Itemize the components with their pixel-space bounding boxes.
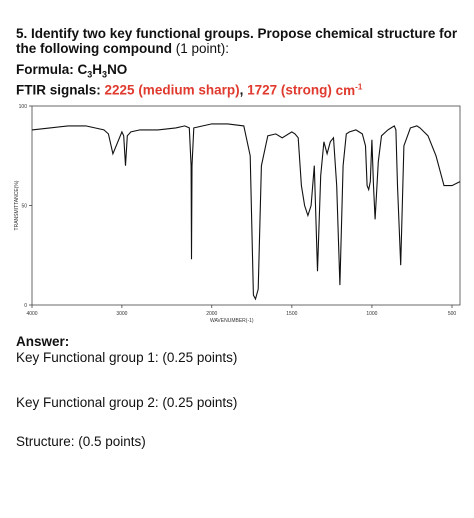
question-title-text: 5. Identify two key functional groups. Propose chemical structure for the following compound <box>16 26 458 56</box>
question-points: (1 point): <box>175 41 230 56</box>
x-tick-label: 1000 <box>366 311 378 317</box>
functional-group-2: Key Functional group 2: (0.25 points) <box>16 395 238 410</box>
x-tick-label: 1500 <box>286 311 298 317</box>
ftir-signal-2: 1727 (strong) <box>247 82 332 98</box>
y-tick-label: 50 <box>21 203 27 210</box>
y-tick-label: 100 <box>18 104 27 110</box>
ir-spectrum-line <box>32 124 460 299</box>
x-tick-label: 3000 <box>116 311 128 317</box>
y-tick-label: 0 <box>24 303 27 309</box>
ftir-signal-1: 2225 (medium sharp) <box>104 82 240 98</box>
x-tick-label: 4000 <box>26 311 38 317</box>
formula-line <box>16 62 127 80</box>
formula-value: $C_3H_3NO$ <box>77 62 128 80</box>
functional-group-1: Key Functional group 1: (0.25 points) <box>16 350 238 365</box>
x-tick-label: 2000 <box>206 311 218 317</box>
structure-prompt: Structure: (0.5 points) <box>16 434 146 449</box>
formula-label: Formula: <box>16 62 74 77</box>
ir-spectrum-chart <box>12 100 464 328</box>
answer-heading: Answer: <box>16 334 70 349</box>
ftir-label: FTIR signals: <box>16 82 101 98</box>
ftir-unit: $cm^{-1}$ <box>335 82 363 98</box>
ftir-separator: , <box>239 82 244 98</box>
ftir-line <box>16 82 362 98</box>
chart-ticks <box>19 104 457 317</box>
y-axis-label: TRANSMITTANCE(%) <box>14 180 20 231</box>
x-tick-label: 500 <box>447 311 457 317</box>
x-axis-label: WAVENUMBER(-1) <box>209 318 254 324</box>
question-title <box>16 26 466 56</box>
